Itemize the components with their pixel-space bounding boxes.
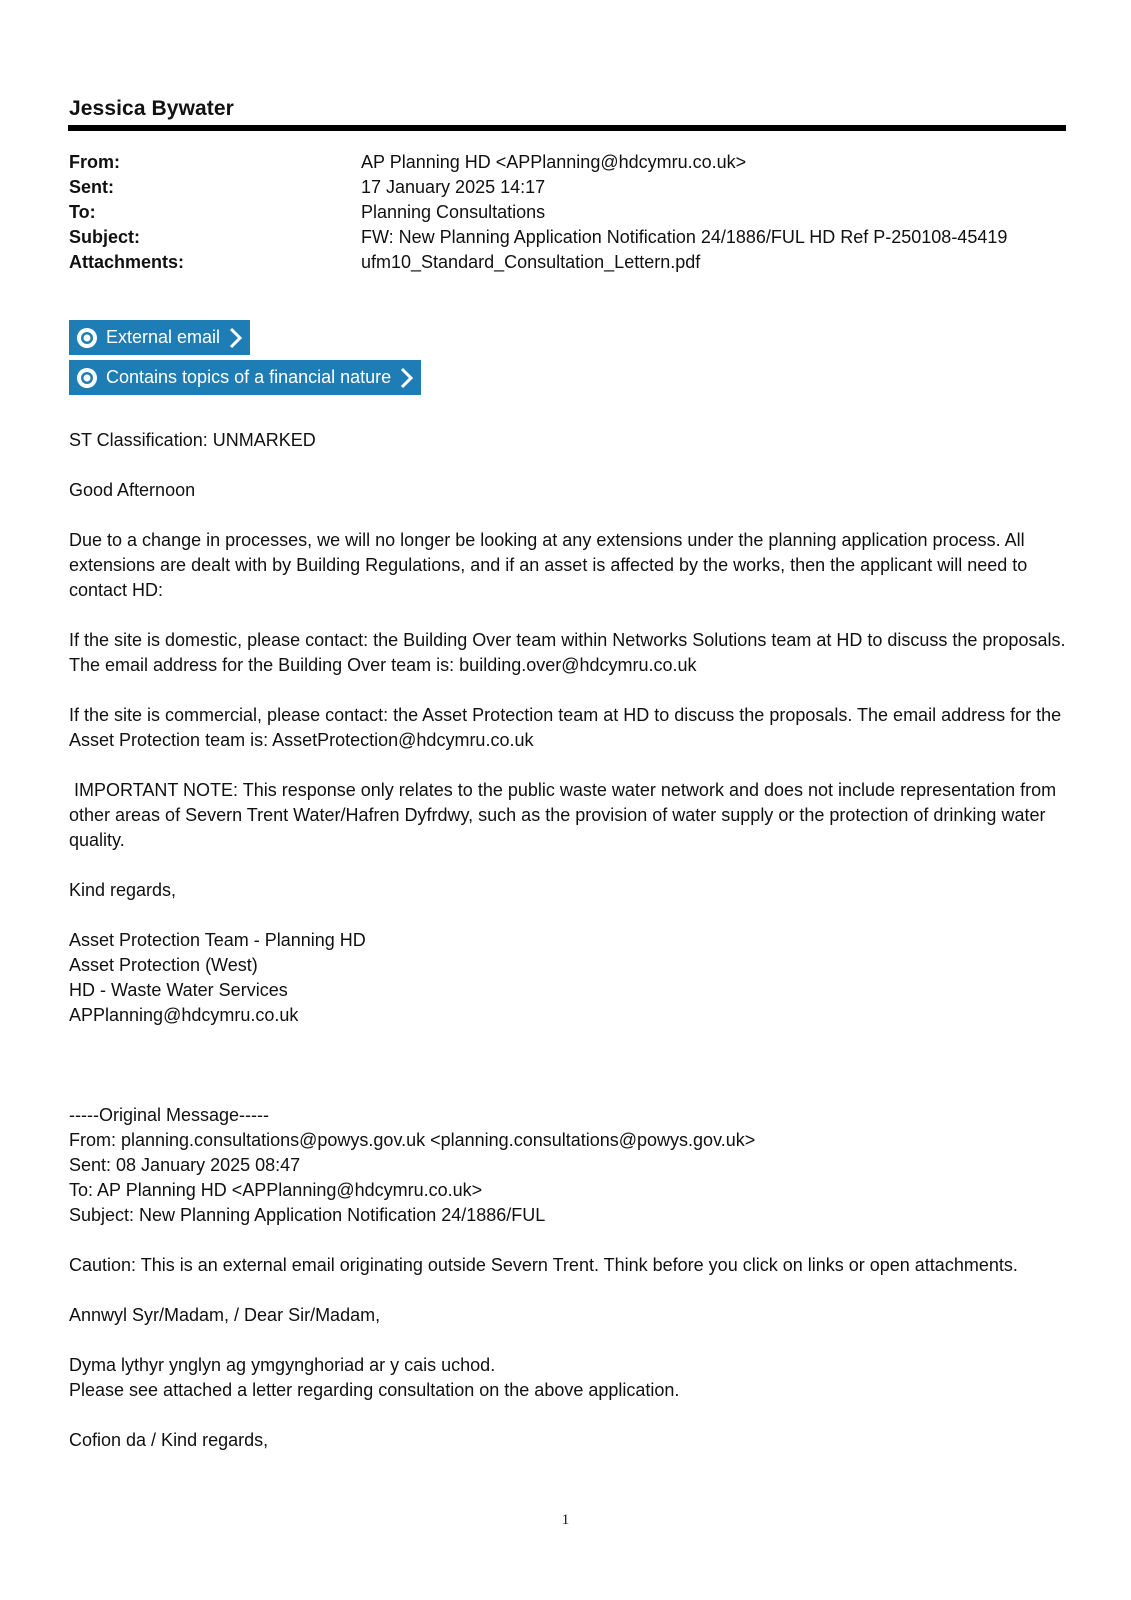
closing: Kind regards, [69,880,177,900]
sent-row [69,175,1007,200]
signature-line: Asset Protection (West) [69,955,258,975]
attachments-row [69,250,1007,275]
signature-line: Asset Protection Team - Planning HD [69,930,366,950]
original-closing: Cofion da / Kind regards, [69,1430,269,1450]
from-label: From: [69,152,120,172]
page-number: 1 [561,1512,570,1528]
from-value: AP Planning HD <APPlanning@hdcymru.co.uk> [361,152,747,172]
greeting: Good Afternoon [69,480,196,500]
signature-line: HD - Waste Water Services [69,980,288,1000]
signature-email[interactable]: APPlanning@hdcymru.co.uk [69,1005,299,1025]
caution-notice: Caution: This is an external email originating outside Severn Trent. Think before you click on links or open attachments. [69,1255,1018,1275]
external-email-tag[interactable] [69,320,250,355]
email-body [69,428,1069,1453]
external-email-tag-label: External email [106,327,221,347]
attachments-label: Attachments: [69,252,185,272]
chevron-right-icon [228,326,244,350]
email-header [69,150,1007,275]
subject-label: Subject: [69,227,141,247]
chevron-right-icon [399,366,415,390]
paragraph-important-note: IMPORTANT NOTE: This response only relates to the public waste water network and does not include representation from other areas of Severn Trent Water/Hafren Dyfrdwy, such as the provision of water supply or the protection of drinking water quality. [69,780,1062,850]
to-value: Planning Consultations [361,202,546,222]
sent-label: Sent: [69,177,114,197]
original-from: From: planning.consultations@powys.gov.uk <planning.consultations@powys.gov.uk> [69,1130,756,1150]
classification-line: ST Classification: UNMARKED [69,430,316,450]
financial-nature-tag-label: Contains topics of a financial nature [106,367,392,387]
subject-value: FW: New Planning Application Notification 24/1886/FUL HD Ref P-250108-45419 [361,227,1008,247]
to-row [69,200,1007,225]
financial-nature-tag[interactable] [69,360,421,395]
paragraph-process-change: Due to a change in processes, we will no longer be looking at any extensions under the planning application process. All extensions are dealt with by Building Regulations, and if an asset is affected by the works, then the applicant will need to contact HD: [69,530,1028,600]
original-to: To: AP Planning HD <APPlanning@hdcymru.co.uk> [69,1180,483,1200]
sent-value: 17 January 2025 14:17 [361,177,546,197]
to-label: To: [69,202,96,222]
from-row [69,150,1007,175]
shield-icon [76,367,98,389]
english-line: Please see attached a letter regarding consultation on the above application. [69,1380,680,1400]
original-subject: Subject: New Planning Application Notification 24/1886/FUL [69,1205,546,1225]
subject-row [69,225,1007,250]
welsh-line: Dyma lythyr ynglyn ag ymgynghoriad ar y cais uchod. [69,1355,496,1375]
original-sent: Sent: 08 January 2025 08:47 [69,1155,301,1175]
paragraph-domestic: If the site is domestic, please contact: the Building Over team within Networks Solutions team at HD to discuss the proposals. The email address for the Building Over team is: building.over@hdcymru.co.uk [69,630,1066,675]
mailbox-owner-name: Jessica Bywater [69,97,234,120]
header-rule [68,125,1066,131]
paragraph-commercial: If the site is commercial, please contact: the Asset Protection team at HD to discuss the proposals. The email address for the Asset Protection team is: AssetProtection@hdcymru.co.uk [69,705,1062,750]
original-message-marker: -----Original Message----- [69,1105,270,1125]
attachment-link[interactable]: ufm10_Standard_Consultation_Lettern.pdf [361,252,701,272]
salutation: Annwyl Syr/Madam, / Dear Sir/Madam, [69,1305,381,1325]
shield-icon [76,327,98,349]
